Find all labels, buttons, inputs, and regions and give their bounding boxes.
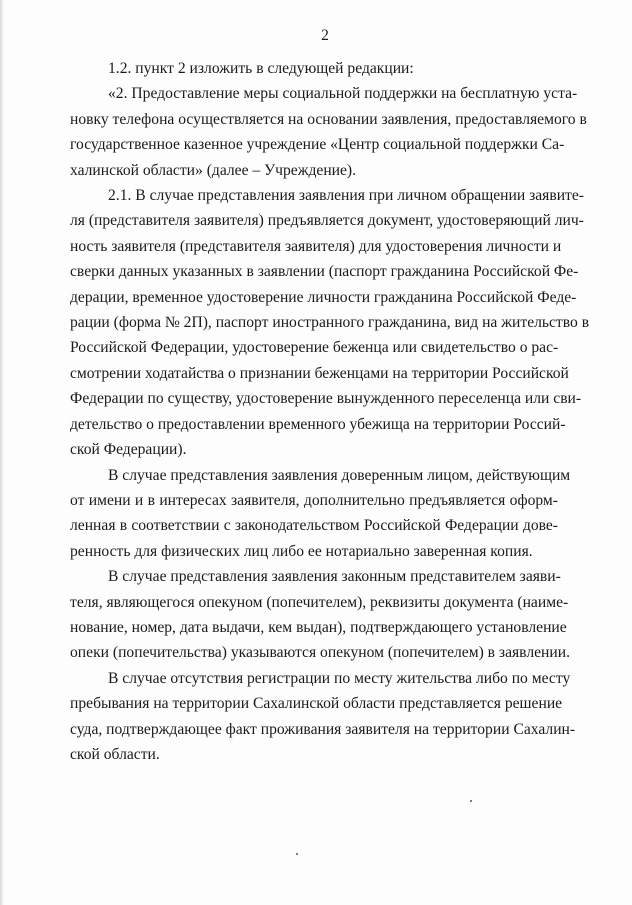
paragraph-line: ской области. [70, 745, 160, 763]
scan-speck [470, 800, 472, 802]
paragraph-line: детельство о предоставлении временного убежища на территории Россий- [70, 415, 566, 433]
paragraph-line: опеки (попечительства) указываются опекуном (попечителем) в заявлении. [70, 644, 570, 662]
paragraph-6 [70, 666, 576, 768]
paragraph-5 [70, 564, 570, 666]
paragraph-line: В случае представления заявления доверенным лицом, действующим [108, 466, 571, 484]
paragraph-line: В случае представления заявления законным представителем заяви- [108, 568, 561, 586]
paragraph-line: государственное казенное учреждение «Центр социальной поддержки Са- [70, 136, 565, 154]
paragraph-4 [70, 463, 571, 565]
paragraph-line: 1.2. пункт 2 изложить в следующей редакции: [108, 60, 414, 77]
paragraph-line: дерации, временное удостоверение личности гражданина Российской Феде- [70, 288, 577, 306]
paragraph-line: 2.1. В случае представления заявления при личном обращении заявите- [108, 187, 584, 205]
paragraph-line: новку телефона осуществляется на основании заявления, предоставляемого в [70, 110, 587, 128]
paragraph-line: теля, являющегося опекуном (попечителем), реквизиты документа (наиме- [70, 593, 569, 611]
paragraph-line: суда, подтверждающее факт проживания заявителя на территории Сахалин- [70, 720, 576, 738]
paragraph-line: В случае отсутствия регистрации по месту жительства либо по месту [108, 669, 571, 687]
paragraph-line: ля (представителя заявителя) предъявляется документ, удостоверяющий лич- [70, 212, 584, 230]
scan-edge-shadow [0, 0, 4, 905]
paragraph-line: нование, номер, дата выдачи, кем выдан), подтверждающего установление [70, 618, 567, 636]
paragraph-line: Российской Федерации, удостоверение беженца или свидетельство о рас- [70, 339, 559, 357]
paragraph-1 [70, 56, 558, 81]
document-body [70, 56, 590, 767]
paragraph-line: ренность для физических лиц либо ее нотариально заверенная копия. [70, 542, 533, 560]
paragraph-line: Федерации по существу, удостоверение вынужденного переселенца или сви- [70, 390, 582, 408]
paragraph-line: ность заявителя (представителя заявителя) для удостоверения личности и [70, 237, 562, 255]
paragraph-2 [70, 81, 587, 183]
paragraph-line: от имени и в интересах заявителя, дополнительно предъявляется оформ- [70, 491, 558, 509]
paragraph-line: ской Федерации). [70, 441, 187, 459]
page-number: 2 [321, 27, 329, 44]
paragraph-line: пребывания на территории Сахалинской области представляется решение [70, 695, 563, 713]
paragraph-line: халинской области» (далее – Учреждение). [70, 161, 357, 179]
paragraph-line: ленная в соответствии с законодательством Российской Федерации дове- [70, 517, 558, 535]
scan-speck [296, 853, 298, 855]
paragraph-line: смотрении ходатайства о признании беженцами на территории Российской [70, 364, 569, 382]
paragraph-line: рации (форма № 2П), паспорт иностранного гражданина, вид на жительство в [70, 314, 590, 332]
paragraph-line: сверки данных указанных в заявлении (паспорт гражданина Российской Фе- [70, 263, 579, 281]
paragraph-3 [70, 183, 590, 462]
paragraph-line: «2. Предоставление меры социальной поддержки на бесплатную уста- [108, 85, 578, 103]
